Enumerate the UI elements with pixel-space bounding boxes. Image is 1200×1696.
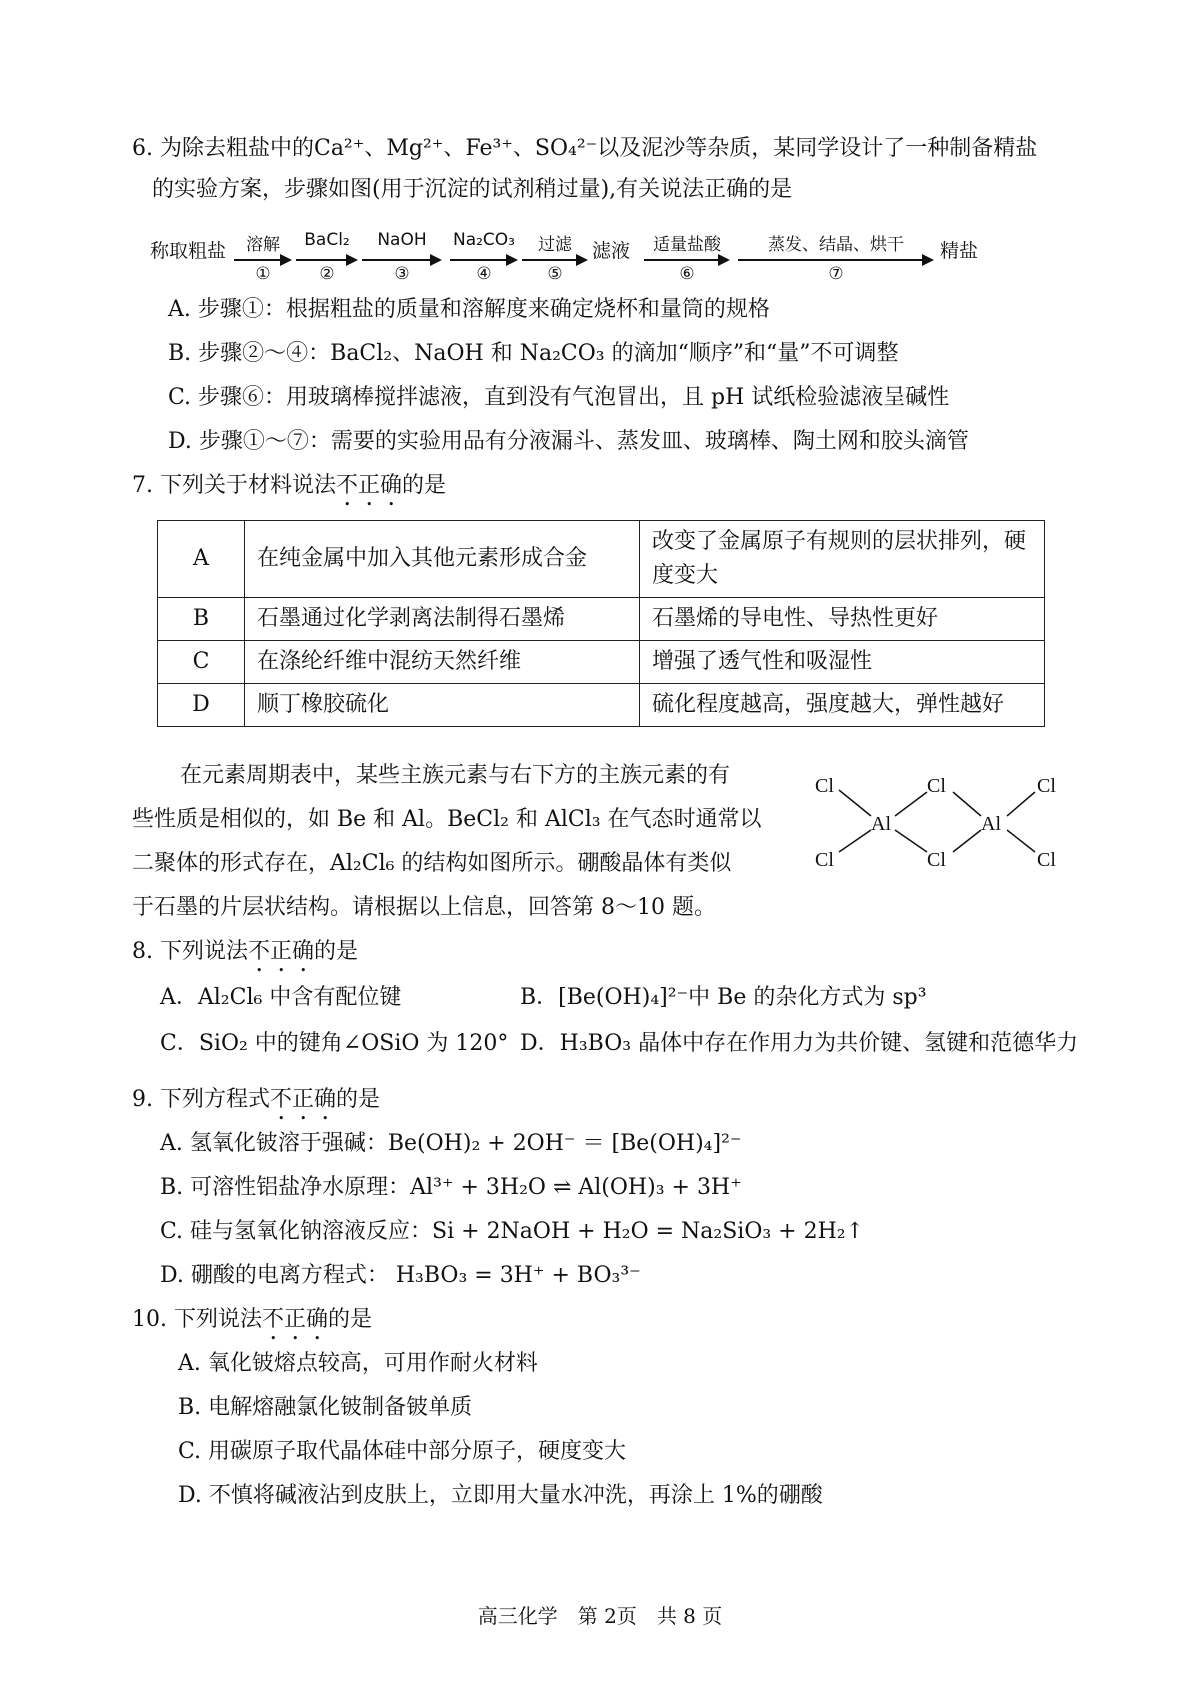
q10-option-c: C. 用碳原子取代晶体硅中部分原子，硬度变大 bbox=[178, 1439, 627, 1464]
q9-stem-pre: 9. 下列方程式 bbox=[132, 1087, 270, 1112]
q10-stem-post: 的是 bbox=[328, 1307, 373, 1332]
q8-stem-emphasis: 不正确 bbox=[247, 939, 314, 964]
table-cell-key: A bbox=[158, 521, 245, 598]
flow-start: 称取粗盐 bbox=[150, 240, 227, 262]
flow-step-label: 适量盐酸 bbox=[653, 235, 721, 255]
q8-stem-post: 的是 bbox=[314, 939, 359, 964]
passage-line3: 二聚体的形式存在，Al₂Cl₆ 的结构如图所示。硼酸晶体有类似 bbox=[132, 851, 732, 876]
flow-step-num: ③ bbox=[394, 264, 410, 284]
q8-option-d: D．H₃BO₃ 晶体中存在作用力为共价键、氢键和范德华力 bbox=[520, 1031, 1079, 1056]
table-cell-key: B bbox=[158, 598, 245, 641]
flow-step-label: NaOH bbox=[377, 230, 427, 250]
q10-stem-emphasis: 不正确 bbox=[261, 1307, 328, 1332]
passage-line1: 在元素周期表中，某些主族元素与右下方的主族元素的有 bbox=[180, 763, 731, 788]
q8-stem bbox=[132, 938, 358, 977]
page-footer: 高三化学 第 2页 共 8 页 bbox=[477, 1604, 723, 1628]
cl-atom-label: Cl bbox=[1037, 775, 1056, 797]
q6-option-c: C. 步骤⑥：用玻璃棒搅拌滤液，直到没有气泡冒出，且 pH 试纸检验滤液呈碱性 bbox=[168, 385, 950, 410]
cl-atom-label: Cl bbox=[927, 775, 946, 797]
flow-mid: 滤液 bbox=[592, 240, 631, 262]
q9-option-c: C. 硅与氢氧化钠溶液反应：Si + 2NaOH + H₂O = Na₂SiO₃ + 2H₂↑ bbox=[160, 1219, 865, 1244]
q10-option-d: D. 不慎将碱液沾到皮肤上，立即用大量水冲洗，再涂上 1%的硼酸 bbox=[178, 1483, 823, 1508]
flow-step-num: ② bbox=[319, 264, 335, 284]
q9-stem-post: 的是 bbox=[336, 1087, 381, 1112]
passage-line2: 些性质是相似的，如 Be 和 Al。BeCl₂ 和 AlCl₃ 在气态时通常以 bbox=[132, 807, 762, 832]
q10-stem bbox=[132, 1306, 372, 1345]
table-row bbox=[158, 684, 1045, 727]
flow-step-num: ⑤ bbox=[547, 264, 563, 284]
q6-option-d: D. 步骤①～⑦：需要的实验用品有分液漏斗、蒸发皿、玻璃棒、陶土网和胶头滴管 bbox=[168, 429, 969, 454]
q7-stem bbox=[132, 472, 446, 511]
al2cl6-structure-diagram bbox=[815, 770, 1075, 880]
table-cell-effect: 石墨烯的导电性、导热性更好 bbox=[640, 598, 1045, 641]
flow-arrow-5 bbox=[522, 230, 588, 284]
q9-stem bbox=[132, 1086, 380, 1125]
flow-arrow-2 bbox=[296, 230, 358, 284]
flow-arrow-4 bbox=[450, 230, 518, 284]
table-cell-item: 石墨通过化学剥离法制得石墨烯 bbox=[245, 598, 640, 641]
table-cell-effect: 硫化程度越高，强度越大，弹性越好 bbox=[640, 684, 1045, 727]
q7-stem-post: 的是 bbox=[402, 473, 447, 498]
table-cell-key: D bbox=[158, 684, 245, 727]
q6-option-a: A. 步骤①：根据粗盐的质量和溶解度来确定烧杯和量筒的规格 bbox=[168, 297, 770, 322]
q9-option-a: A. 氢氧化铍溶于强碱：Be(OH)₂ + 2OH⁻ ＝ [Be(OH)₄]²⁻ bbox=[160, 1131, 742, 1156]
table-cell-item: 在纯金属中加入其他元素形成合金 bbox=[245, 521, 640, 598]
flow-arrow-1 bbox=[234, 230, 292, 284]
q8-option-b: B．[Be(OH)₄]²⁻中 Be 的杂化方式为 sp³ bbox=[520, 985, 927, 1010]
q8-option-c: C．SiO₂ 中的键角∠OSiO 为 120° bbox=[160, 1031, 509, 1056]
q7-stem-pre: 7. 下列关于材料说法 bbox=[132, 473, 336, 498]
flow-end: 精盐 bbox=[940, 240, 979, 262]
flow-step-label: 蒸发、结晶、烘干 bbox=[768, 235, 904, 255]
flow-step-label: Na₂CO₃ bbox=[452, 230, 515, 250]
q7-table bbox=[157, 520, 1045, 727]
q8-option-a: A．Al₂Cl₆ 中含有配位键 bbox=[160, 985, 402, 1010]
table-row bbox=[158, 521, 1045, 598]
cl-atom-label: Cl bbox=[927, 849, 946, 871]
flow-step-num: ① bbox=[255, 264, 271, 284]
q9-option-b: B. 可溶性铝盐净水原理：Al³⁺ + 3H₂O ⇌ Al(OH)₃ + 3H⁺ bbox=[160, 1175, 742, 1200]
q10-option-b: B. 电解熔融氯化铍制备铍单质 bbox=[178, 1395, 473, 1420]
q7-stem-emphasis: 不正确 bbox=[335, 473, 402, 498]
flow-arrow-7 bbox=[738, 230, 934, 284]
flow-step-label: BaCl₂ bbox=[304, 230, 350, 250]
q9-stem-emphasis: 不正确 bbox=[269, 1087, 336, 1112]
al-atom-label: Al bbox=[981, 813, 1001, 835]
cl-atom-label: Cl bbox=[1037, 849, 1056, 871]
q10-option-a: A. 氧化铍熔点较高，可用作耐火材料 bbox=[178, 1351, 538, 1376]
q6-stem-line2: 的实验方案，步骤如图(用于沉淀的试剂稍过量),有关说法正确的是 bbox=[152, 177, 793, 202]
cl-atom-label: Cl bbox=[815, 775, 834, 797]
flow-step-label: 过滤 bbox=[538, 235, 572, 255]
table-cell-item: 顺丁橡胶硫化 bbox=[245, 684, 640, 727]
q6-stem-line1: 6. 为除去粗盐中的Ca²⁺、Mg²⁺、Fe³⁺、SO₄²⁻以及泥沙等杂质，某同学设计了一种制备精盐 bbox=[132, 136, 1038, 161]
passage-line4: 于石墨的片层状结构。请根据以上信息，回答第 8～10 题。 bbox=[132, 895, 716, 920]
flow-step-num: ⑥ bbox=[679, 264, 695, 284]
q10-stem-pre: 10. 下列说法 bbox=[132, 1307, 262, 1332]
flow-arrow-3 bbox=[362, 230, 442, 284]
flow-arrow-6 bbox=[644, 230, 730, 284]
q9-option-d: D. 硼酸的电离方程式： H₃BO₃ = 3H⁺ + BO₃³⁻ bbox=[160, 1263, 641, 1288]
table-row bbox=[158, 598, 1045, 641]
table-cell-effect: 增强了透气性和吸湿性 bbox=[640, 641, 1045, 684]
flow-step-label: 溶解 bbox=[246, 235, 280, 255]
q6-flow-diagram bbox=[150, 218, 1050, 288]
table-cell-item: 在涤纶纤维中混纺天然纤维 bbox=[245, 641, 640, 684]
flow-step-num: ④ bbox=[476, 264, 492, 284]
table-row bbox=[158, 641, 1045, 684]
q6-option-b: B. 步骤②～④：BaCl₂、NaOH 和 Na₂CO₃ 的滴加“顺序”和“量”不可调整 bbox=[168, 341, 899, 366]
q8-stem-pre: 8. 下列说法 bbox=[132, 939, 248, 964]
flow-step-num: ⑦ bbox=[828, 264, 844, 284]
table-cell-key: C bbox=[158, 641, 245, 684]
cl-atom-label: Cl bbox=[815, 849, 834, 871]
table-cell-effect: 改变了金属原子有规则的层状排列，硬度变大 bbox=[640, 521, 1045, 598]
al-atom-label: Al bbox=[871, 813, 891, 835]
